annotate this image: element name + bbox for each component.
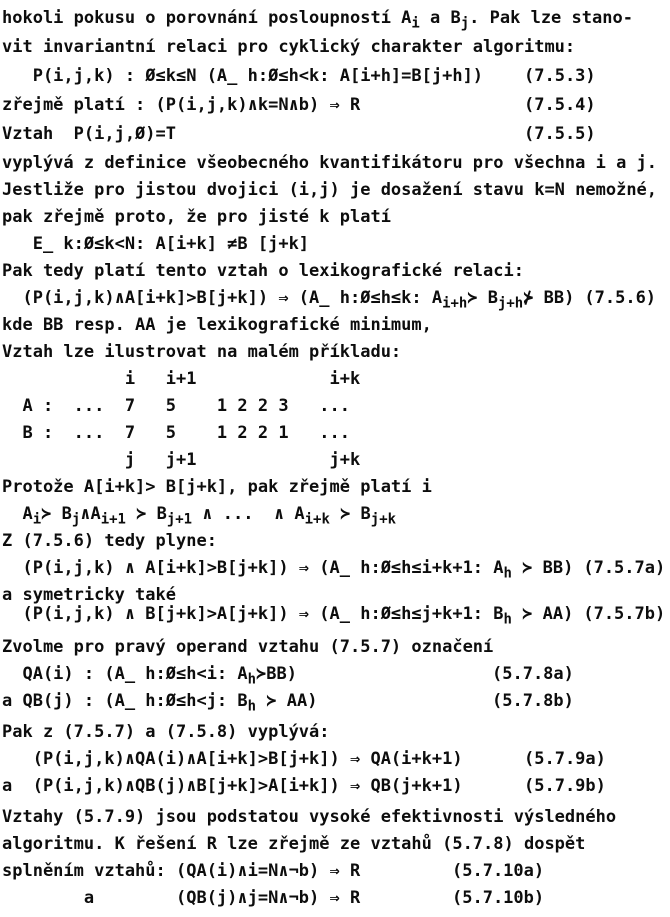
equation-number: (7.5.6)	[584, 288, 657, 308]
paragraph-text: algoritmu. K řešení R lze zřejmě ze vztahů (5.7.8) dospět	[2, 834, 586, 854]
text-line	[2, 259, 670, 286]
formula-text: a (P(i,j,k)∧QB(j)∧B[j+k]>A[i+k]) ⇒ QB(j+k+1)	[2, 776, 463, 796]
table-text: B : ... 7 5 1 2 2 1 ...	[2, 423, 350, 443]
example-table-footer	[2, 448, 670, 475]
text-line	[2, 151, 670, 178]
paragraph-text: pak zřejmě proto, že pro jisté k platí	[2, 207, 391, 227]
paragraph-text: Zvolme pro pravý operand vztahu (7.5.7) označení	[2, 637, 494, 657]
equation-number: (5.7.10b)	[452, 888, 545, 908]
example-table-header	[2, 367, 670, 394]
text-line	[2, 832, 670, 859]
formula-line	[2, 886, 670, 913]
paragraph-text: vit invariantní relaci pro cyklický charakter algoritmu:	[2, 37, 576, 57]
text-line	[2, 313, 670, 340]
formula-text: (P(i,j,k)∧A[i+k]>B[j+k]) ⇒ (A̲ h:Ø≤h≤k: $A_{i+h}≻$ $B_{j+h}⊁$ BB)	[2, 288, 575, 312]
formula-text: splněním vztahů: (QA(i)∧i=N∧¬b) ⇒ R	[2, 861, 361, 881]
paragraph-text: hokoli pokusu o porovnání posloupností $A_i$ a $B_j$. Pak lze stano-	[2, 8, 633, 32]
text-line	[2, 205, 670, 232]
formula-text: a (QB(j)∧j=N∧¬b) ⇒ R	[2, 888, 361, 908]
table-text: A : ... 7 5 1 2 2 3 ...	[2, 396, 350, 416]
paragraph-text: Vztah lze ilustrovat na malém příkladu:	[2, 342, 402, 362]
table-text: i i+1 i+k	[2, 369, 361, 389]
formula-text: Vztah P(i,j,Ø)=T	[2, 124, 176, 144]
text-line	[2, 720, 670, 747]
formula-line	[2, 93, 670, 122]
formula-line	[2, 774, 670, 801]
formula-text: zřejmě platí : (P(i,j,k)∧k=N∧b) ⇒ R	[2, 95, 361, 115]
formula-text: P(i,j,k) : Ø≤k≤N (A̲ h:Ø≤h<k: A[i+h]=B[j+h])	[2, 66, 484, 86]
text-line	[2, 340, 670, 367]
formula-line	[2, 64, 670, 93]
example-table-row-a	[2, 394, 670, 421]
formula-text: a QB(j) : (A̲ h:Ø≤h<j: $B_h$ ≻ AA)	[2, 691, 318, 715]
text-line	[2, 475, 670, 502]
formula-line	[2, 662, 670, 689]
formula-line	[2, 859, 670, 886]
text-line	[2, 35, 670, 64]
formula-text: E̲ k:Ø≤k<N: A[i+k] ≠B [j+k]	[2, 234, 310, 254]
text-line	[2, 805, 670, 832]
text-line	[2, 529, 670, 556]
paragraph-text: a symetricky také	[2, 585, 176, 605]
equation-number: (5.7.10a)	[452, 861, 545, 881]
formula-line	[2, 747, 670, 774]
formula-text: QA(i) : (A̲ h:Ø≤h<i: $A_h≻BB$)	[2, 664, 297, 688]
formula-line	[2, 689, 670, 716]
equation-number: (5.7.9a)	[524, 749, 606, 769]
text-line	[2, 178, 670, 205]
text-line	[2, 635, 670, 662]
equation-number: (5.7.9b)	[524, 776, 606, 796]
text-line	[2, 6, 670, 35]
paragraph-text: Pak z (7.5.7) a (7.5.8) vyplývá:	[2, 722, 330, 742]
equation-number: (7.5.5)	[524, 124, 596, 144]
example-table-row-b	[2, 421, 670, 448]
formula-text: (P(i,j,k) ∧ A[i+k]>B[j+k]) ⇒ (A̲ h:Ø≤h≤i+k+1: $A_h$ ≻ BB)	[2, 558, 574, 582]
formula-line	[2, 556, 670, 583]
equation-number: (7.5.7b)	[583, 604, 666, 624]
formula-line	[2, 502, 670, 529]
paragraph-text: Protože A[i+k]> B[j+k], pak zřejmě platí i	[2, 477, 432, 497]
formula-text: (P(i,j,k) ∧ B[j+k]>A[j+k]) ⇒ (A̲ h:Ø≤h≤j+k+1: $B_h$ ≻ AA)	[2, 604, 574, 628]
paragraph-text: Z (7.5.6) tedy plyne:	[2, 531, 217, 551]
formula-text: (P(i,j,k)∧QA(i)∧A[i+k]>B[j+k]) ⇒ QA(i+k+1)	[2, 749, 463, 769]
paragraph-text: Pak tedy platí tento vztah o lexikografické relaci:	[2, 261, 524, 281]
equation-number: (7.5.3)	[524, 66, 596, 86]
paragraph-text: Jestliže pro jistou dvojici (i,j) je dosažení stavu k=N nemožné,	[2, 180, 658, 200]
paragraph-text: Vztahy (5.7.9) jsou podstatou vysoké efektivnosti výsledného	[2, 807, 617, 827]
formula-line	[2, 122, 670, 151]
formula-line	[2, 602, 670, 629]
equation-number: (5.7.8b)	[492, 691, 574, 711]
paragraph-text: vyplývá z definice všeobecného kvantifikátoru pro všechna i a j.	[2, 153, 658, 173]
equation-number: (7.5.7a)	[583, 558, 666, 578]
equation-number: (5.7.8a)	[492, 664, 574, 684]
formula-text: $A_i≻$ $B_j\wedge A_{i+1}$ ≻ $B_{j+1}$ ∧ ... ∧ $A_{i+k}$ ≻ $B_{j+k}$	[2, 504, 396, 528]
formula-line	[2, 232, 670, 259]
equation-number: (7.5.4)	[524, 95, 596, 115]
formula-line	[2, 286, 670, 313]
paragraph-text: kde BB resp. AA je lexikografické minimum,	[2, 315, 432, 335]
table-text: j j+1 j+k	[2, 450, 361, 470]
